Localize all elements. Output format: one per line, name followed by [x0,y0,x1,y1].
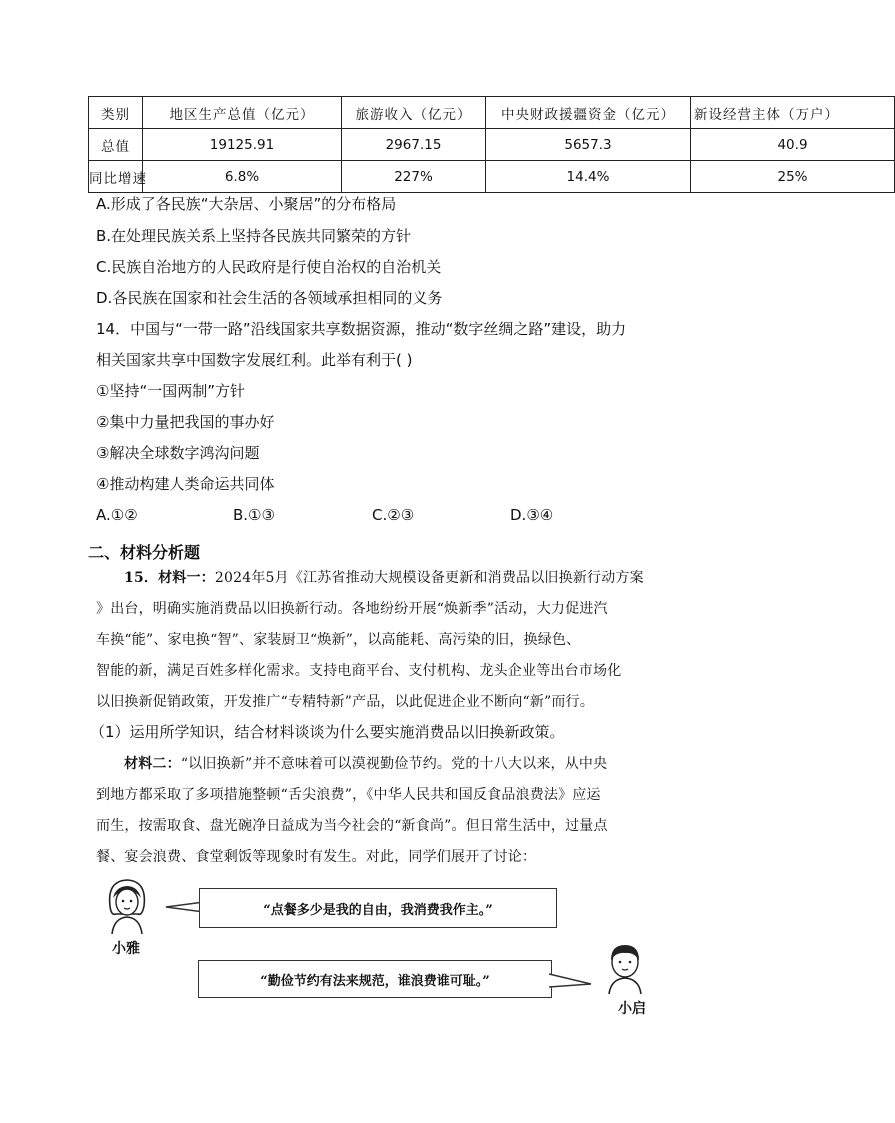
speech-bubble-xiaoya: “点餐多少是我的自由，我消费我作主。” [199,888,557,928]
q15-material1-line: 以旧换新促销政策，开发推广“专精特新”产品，以此促进企业不断向“新”而行。 [96,694,595,710]
q13-option-c: C.民族自治地方的人民政府是行使自治权的自治机关 [96,258,442,276]
speaker-name-xiaoqi: 小启 [618,1001,646,1017]
table-header: 旅游收入（亿元） [342,97,486,129]
data-table [88,96,839,192]
table-cell: 14.4% [486,161,691,193]
q15-material1-line [124,567,644,587]
table-header: 类别 [89,97,143,129]
q15-material1-line: 车换“能”、家电换“智”、家装厨卫“焕新”，以高能耗、高污染的旧，换绿色、 [96,632,581,648]
q14-option-c: C.②③ [372,506,415,524]
q14-item-3: ③解决全球数字鸿沟问题 [96,444,260,462]
table-row [89,129,895,161]
q14-stem-line2: 相关国家共享中国数字发展红利。此举有利于( ) [96,351,413,369]
q13-option-b: B.在处理民族关系上坚持各民族共同繁荣的方针 [96,227,412,245]
q15-material2-line: 餐、宴会浪费、食堂剩饭等现象时有发生。对此，同学们展开了讨论： [96,849,537,865]
q13-option-a: A.形成了各民族“大杂居、小聚居”的分布格局 [96,195,397,213]
table-header: 中央财政援疆资金（亿元） [486,97,691,129]
q14-item-2: ②集中力量把我国的事办好 [96,413,275,431]
q15-material2-text: “以旧换新”并不意味着可以漠视勤俭节约。党的十八大以来，从中央 [180,756,608,772]
speaker-name-xiaoya: 小雅 [112,941,140,957]
table-cell: 19125.91 [143,129,342,161]
dialog-illustration [98,866,650,1020]
q15-material1-line: 》出台，明确实施消费品以旧换新行动。各地纷纷开展“焕新季”活动，大力促进汽 [96,601,608,617]
table-cell: 25% [691,161,895,193]
table-header: 地区生产总值（亿元） [143,97,342,129]
q14-option-b: B.①③ [233,506,275,524]
q14-item-1: ①坚持“一国两制”方针 [96,382,245,400]
table-row [89,161,895,193]
table-cell: 6.8% [143,161,342,193]
table-header-row [89,97,895,129]
q14-option-a: A.①② [96,506,138,524]
q14-option-d: D.③④ [510,506,554,524]
q15-material1-line: 智能的新，满足百姓多样化需求。支持电商平台、支付机构、龙头企业等出台市场化 [96,663,622,679]
section-title: 二、材料分析题 [88,543,201,562]
q15-material2-line: 而生，按需取食、盘光碗净日益成为当今社会的“新食尚”。但日常生活中，过量点 [96,818,608,834]
table-cell: 227% [342,161,486,193]
q15-material1-text: 2024年5月《江苏省推动大规模设备更新和消费品以旧换新行动方案 [214,570,644,586]
q15-material2-line [124,753,607,773]
q13-option-d: D.各民族在国家和社会生活的各领域承担相同的义务 [96,289,443,307]
speech-bubble-xiaoqi: “勤俭节约有法来规范，谁浪费谁可耻。” [198,960,552,998]
table-cell: 同比增速 [89,161,143,193]
table-cell: 2967.15 [342,129,486,161]
q15-subquestion-1: （1）运用所学知识，结合材料谈谈为什么要实施消费品以旧换新政策。 [90,723,565,741]
q15-material2-line: 到地方都采取了多项措施整顿“舌尖浪费”，《中华人民共和国反食品浪费法》应运 [96,787,601,803]
q15-material1-label: 15．材料一： [124,570,215,586]
bubble-tail-left [164,900,204,914]
table-cell: 40.9 [691,129,895,161]
boy-avatar-icon [601,940,649,996]
bubble-tail-right [549,972,593,990]
girl-avatar-icon [102,876,152,936]
table-header: 新设经营主体（万户） [691,97,895,129]
table-cell: 5657.3 [486,129,691,161]
q14-stem-line1: 14．中国与“一带一路”沿线国家共享数据资源，推动“数字丝绸之路”建设，助力 [96,320,627,338]
q15-material2-label: 材料二： [124,756,181,772]
q14-item-4: ④推动构建人类命运共同体 [96,475,275,493]
table-cell: 总值 [89,129,143,161]
